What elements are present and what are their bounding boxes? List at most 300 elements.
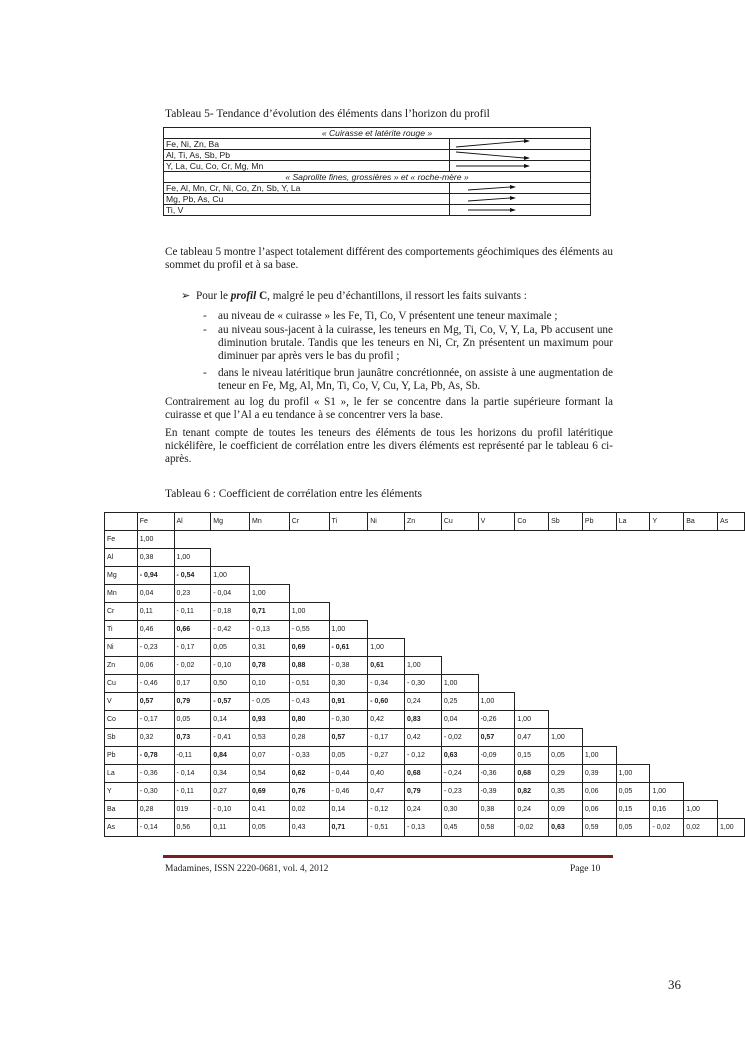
table-row [164,194,591,205]
empty-cell [718,621,745,639]
empty-cell [405,603,442,621]
correlation-cell: 1,00 [250,585,290,603]
correlation-cell: 0,24 [405,693,442,711]
empty-cell [250,549,290,567]
correlation-cell: 0,09 [549,801,583,819]
correlation-cell: - 0,14 [174,765,211,783]
correlation-cell: - 0,13 [250,621,290,639]
correlation-cell: 0,59 [582,819,616,837]
correlation-cell: - 0,41 [211,729,250,747]
correlation-cell: 0,63 [441,747,478,765]
empty-cell [250,531,290,549]
empty-cell [368,621,405,639]
correlation-cell: - 0,60 [368,693,405,711]
empty-cell [718,531,745,549]
empty-cell [478,549,515,567]
correlation-cell: 1,00 [211,567,250,585]
dash-bullet: - [203,324,207,336]
empty-cell [549,639,583,657]
empty-cell [549,549,583,567]
table-header-row [105,513,745,531]
empty-cell [582,639,616,657]
table-row [105,621,745,639]
correlation-cell: 1,00 [289,603,329,621]
correlation-cell: 0,42 [405,729,442,747]
correlation-cell: 0,53 [250,729,290,747]
row-header: Sb [105,729,138,747]
correlation-cell: 1,00 [616,765,650,783]
empty-cell [368,567,405,585]
correlation-cell: - 0,11 [174,603,211,621]
correlation-cell: 1,00 [174,549,211,567]
correlation-cell: 0,78 [250,657,290,675]
correlation-cell: 0,05 [616,783,650,801]
empty-cell [289,567,329,585]
empty-cell [289,531,329,549]
correlation-cell: 0,63 [549,819,583,837]
empty-cell [174,531,211,549]
empty-cell [368,603,405,621]
correlation-cell: - 0,12 [368,801,405,819]
table-row [105,675,745,693]
empty-cell [250,567,290,585]
empty-cell [405,549,442,567]
empty-cell [650,747,684,765]
empty-cell [616,729,650,747]
correlation-cell: 0,71 [250,603,290,621]
list-item: dans le niveau latéritique brun jaunâtre concrétionnée, on assiste à une augmentation de teneur en Fe, Mg, Al, Mn, Ti, Co, V, Cu, Y, La, Pb, As, Sb. [218,367,613,393]
correlation-cell: 0,79 [405,783,442,801]
trend-table [163,127,591,216]
empty-cell [441,621,478,639]
correlation-cell: 0,69 [289,639,329,657]
correlation-cell: 0,24 [405,801,442,819]
row-header: Y [105,783,138,801]
empty-cell [441,531,478,549]
row-header: Cu [105,675,138,693]
correlation-cell: 0,73 [174,729,211,747]
table-row [164,150,591,161]
corner-cell [105,513,138,531]
correlation-cell: 1,00 [718,819,745,837]
correlation-cell: 0,02 [289,801,329,819]
empty-cell [650,693,684,711]
empty-cell [549,531,583,549]
empty-cell [616,747,650,765]
table-row [105,729,745,747]
correlation-cell: -0,39 [478,783,515,801]
paragraph-contrast: Contrairement au log du profil « S1 », le fer se concentre dans la partie supérieure formant la cuirasse et que l’Al a eu tendance à se concentrer vers la base. [165,396,613,422]
empty-cell [650,621,684,639]
empty-cell [582,657,616,675]
empty-cell [684,603,718,621]
correlation-cell: 0,16 [650,801,684,819]
empty-cell [549,567,583,585]
empty-cell [329,549,368,567]
correlation-cell: 1,00 [650,783,684,801]
column-header: Y [650,513,684,531]
correlation-cell: - 0,94 [137,567,174,585]
correlation-cell: - 0,54 [174,567,211,585]
table5-title: Tableau 5- Tendance d’évolution des éléments dans l’horizon du profil [165,108,490,120]
row-header: La [105,765,138,783]
correlation-cell: - 0,36 [137,765,174,783]
empty-cell [515,657,549,675]
empty-cell [718,567,745,585]
empty-cell [718,675,745,693]
column-header: Sb [549,513,583,531]
empty-cell [616,585,650,603]
empty-cell [368,549,405,567]
correlation-cell: - 0,02 [174,657,211,675]
empty-cell [441,603,478,621]
empty-cell [549,675,583,693]
correlation-cell: 1,00 [684,801,718,819]
empty-cell [515,549,549,567]
empty-cell [515,567,549,585]
empty-cell [684,711,718,729]
empty-cell [405,567,442,585]
correlation-cell: 0,02 [684,819,718,837]
correlation-cell: 0,61 [368,657,405,675]
correlation-cell: 0,54 [250,765,290,783]
correlation-cell: 0,47 [515,729,549,747]
table6-title: Tableau 6 : Coefficient de corrélation entre les éléments [165,488,422,500]
empty-cell [549,657,583,675]
correlation-cell: 0,17 [174,675,211,693]
empty-cell [329,567,368,585]
empty-cell [515,675,549,693]
empty-cell [549,711,583,729]
correlation-cell: 0,23 [174,585,211,603]
empty-cell [478,639,515,657]
correlation-cell: 0,05 [329,747,368,765]
correlation-cell: 0,31 [250,639,290,657]
correlation-cell: 0,32 [137,729,174,747]
correlation-cell: 0,83 [405,711,442,729]
correlation-cell: 0,27 [211,783,250,801]
table-row [164,128,591,139]
correlation-cell: 0,71 [329,819,368,837]
empty-cell [329,603,368,621]
correlation-cell: 0,40 [368,765,405,783]
correlation-cell: - 0,05 [250,693,290,711]
correlation-cell: 0,11 [137,603,174,621]
empty-cell [515,585,549,603]
table-row [105,603,745,621]
correlation-cell: 0,35 [549,783,583,801]
empty-cell [515,621,549,639]
column-header: Ni [368,513,405,531]
correlation-cell: - 0,78 [137,747,174,765]
correlation-cell: - 0,42 [211,621,250,639]
empty-cell [684,621,718,639]
empty-cell [478,621,515,639]
column-header: La [616,513,650,531]
row-header: Pb [105,747,138,765]
empty-cell [478,603,515,621]
empty-cell [582,621,616,639]
correlation-cell: - 0,30 [329,711,368,729]
empty-cell [684,675,718,693]
correlation-cell: - 0,17 [137,711,174,729]
correlation-cell: 1,00 [478,693,515,711]
trend-arrow-icon [450,183,591,194]
empty-cell [616,567,650,585]
empty-cell [478,657,515,675]
empty-cell [441,567,478,585]
table-row [164,172,591,183]
correlation-cell: - 0,51 [289,675,329,693]
correlation-cell: - 0,13 [405,819,442,837]
correlation-cell: 0,68 [515,765,549,783]
empty-cell [441,639,478,657]
empty-cell [478,567,515,585]
empty-cell [211,531,250,549]
empty-cell [515,639,549,657]
empty-cell [684,531,718,549]
table-row [105,585,745,603]
element-group-label: Fe, Ni, Zn, Ba [164,139,450,150]
correlation-cell: 0,79 [174,693,211,711]
footer-journal: Madamines, ISSN 2220-0681, vol. 4, 2012 [165,864,329,874]
empty-cell [368,531,405,549]
empty-cell [616,675,650,693]
empty-cell [718,657,745,675]
empty-cell [650,585,684,603]
correlation-cell: 0,57 [329,729,368,747]
empty-cell [616,531,650,549]
empty-cell [718,801,745,819]
empty-cell [616,639,650,657]
correlation-cell: - 0,51 [368,819,405,837]
correlation-cell: 0,28 [137,801,174,819]
correlation-cell: 0,34 [211,765,250,783]
trend-arrow-icon [450,205,591,216]
empty-cell [616,603,650,621]
empty-cell [650,729,684,747]
empty-cell [718,639,745,657]
correlation-cell: 0,56 [174,819,211,837]
empty-cell [441,657,478,675]
empty-cell [441,549,478,567]
correlation-cell: - 0,33 [289,747,329,765]
footer-page: Page 10 [570,864,601,874]
column-header: Fe [137,513,174,531]
correlation-cell: 1,00 [582,747,616,765]
correlation-cell: 0,06 [137,657,174,675]
column-header: As [718,513,745,531]
correlation-cell: 0,04 [137,585,174,603]
empty-cell [211,549,250,567]
correlation-cell: - 0,23 [441,783,478,801]
empty-cell [684,765,718,783]
empty-cell [684,585,718,603]
correlation-cell: - 0,12 [405,747,442,765]
empty-cell [549,693,583,711]
empty-cell [368,585,405,603]
empty-cell [684,567,718,585]
correlation-cell: - 0,11 [174,783,211,801]
empty-cell [684,747,718,765]
correlation-cell: 0,05 [250,819,290,837]
correlation-cell: 0,15 [515,747,549,765]
empty-cell [515,531,549,549]
trend-arrow-icon [450,194,591,205]
correlation-cell: 0,05 [616,819,650,837]
correlation-cell: 1,00 [405,657,442,675]
correlation-cell: - 0,10 [211,657,250,675]
empty-cell [616,657,650,675]
correlation-cell: 0,24 [515,801,549,819]
row-header: As [105,819,138,837]
empty-cell [478,675,515,693]
row-header: Fe [105,531,138,549]
correlation-cell: 0,66 [174,621,211,639]
correlation-cell: 0,47 [368,783,405,801]
correlation-cell: -0,02 [515,819,549,837]
correlation-cell: 1,00 [137,531,174,549]
correlation-cell: -0,36 [478,765,515,783]
correlation-cell: 0,28 [289,729,329,747]
trend-arrow-icon [450,161,591,172]
empty-cell [650,603,684,621]
row-header: Zn [105,657,138,675]
table-row [105,639,745,657]
empty-cell [718,729,745,747]
table-row [105,657,745,675]
correlation-cell: - 0,27 [368,747,405,765]
element-group-label: Fe, Al, Mn, Cr, Ni, Co, Zn, Sb, Y, La [164,183,450,194]
row-header: Mg [105,567,138,585]
empty-cell [582,729,616,747]
empty-cell [650,675,684,693]
row-header: V [105,693,138,711]
empty-cell [515,603,549,621]
correlation-cell: 0,42 [368,711,405,729]
correlation-cell: -0,26 [478,711,515,729]
table-row [105,531,745,549]
empty-cell [684,783,718,801]
empty-cell [405,621,442,639]
correlation-table [104,512,745,837]
correlation-cell: 0,30 [329,675,368,693]
page-number: 36 [668,977,681,992]
correlation-cell: -0,11 [174,747,211,765]
table-row [105,765,745,783]
empty-cell [616,693,650,711]
empty-cell [684,639,718,657]
empty-cell [650,639,684,657]
correlation-cell: 0,68 [405,765,442,783]
correlation-cell: - 0,24 [441,765,478,783]
empty-cell [549,603,583,621]
correlation-cell: - 0,34 [368,675,405,693]
section-header: « Saprolite fines, grossières » et « roche-mère » [164,172,591,183]
correlation-cell: 0,76 [289,783,329,801]
correlation-cell: 0,84 [211,747,250,765]
correlation-cell: 0,29 [549,765,583,783]
correlation-cell: 1,00 [329,621,368,639]
correlation-cell: - 0,61 [329,639,368,657]
correlation-cell: - 0,18 [211,603,250,621]
empty-cell [582,531,616,549]
empty-cell [582,693,616,711]
correlation-cell: 0,46 [137,621,174,639]
empty-cell [718,711,745,729]
empty-cell [718,693,745,711]
correlation-cell: - 0,30 [137,783,174,801]
element-group-label: Y, La, Cu, Co, Cr, Mg, Mn [164,161,450,172]
column-header: Mn [250,513,290,531]
correlation-cell: - 0,55 [289,621,329,639]
correlation-cell: - 0,23 [137,639,174,657]
correlation-cell: 0,14 [211,711,250,729]
empty-cell [616,621,650,639]
trend-arrow-icon [450,150,591,161]
empty-cell [405,639,442,657]
correlation-cell: 0,10 [250,675,290,693]
correlation-cell: 0,05 [174,711,211,729]
empty-cell [582,603,616,621]
correlation-cell: - 0,14 [137,819,174,837]
bullet-arrow-icon: ➢ [181,290,191,302]
empty-cell [478,585,515,603]
empty-cell [289,549,329,567]
section-header: « Cuirasse et latérite rouge » [164,128,591,139]
empty-cell [718,765,745,783]
empty-cell [582,549,616,567]
correlation-cell: 0,06 [582,783,616,801]
row-header: Mn [105,585,138,603]
correlation-cell: 0,14 [329,801,368,819]
table-row [164,183,591,194]
column-header: Cu [441,513,478,531]
empty-cell [650,531,684,549]
correlation-cell: 1,00 [441,675,478,693]
element-group-label: Al, Ti, As, Sb, Pb [164,150,450,161]
correlation-cell: 0,57 [137,693,174,711]
correlation-cell: 1,00 [515,711,549,729]
empty-cell [582,711,616,729]
empty-cell [549,585,583,603]
column-header: Cr [289,513,329,531]
empty-cell [515,693,549,711]
empty-cell [405,531,442,549]
correlation-cell: 0,69 [250,783,290,801]
correlation-cell: - 0,38 [329,657,368,675]
correlation-cell: 0,05 [549,747,583,765]
correlation-cell: 0,57 [478,729,515,747]
column-header: Zn [405,513,442,531]
footer-rule [163,855,613,858]
correlation-cell: 0,04 [441,711,478,729]
empty-cell [650,657,684,675]
row-header: Al [105,549,138,567]
correlation-cell: 0,58 [478,819,515,837]
correlation-cell: - 0,04 [211,585,250,603]
paragraph-correlation: En tenant compte de toutes les teneurs des éléments de tous les horizons du profil latéritique nickélifère, le coefficient de corrélation entre les divers éléments est représenté par le tableau 6 ci-après. [165,427,613,466]
correlation-cell: 0,25 [441,693,478,711]
empty-cell [405,585,442,603]
empty-cell [582,585,616,603]
correlation-cell: - 0,57 [211,693,250,711]
correlation-cell: - 0,17 [174,639,211,657]
empty-cell [684,729,718,747]
correlation-cell: 0,80 [289,711,329,729]
empty-cell [582,567,616,585]
correlation-cell: 0,88 [289,657,329,675]
